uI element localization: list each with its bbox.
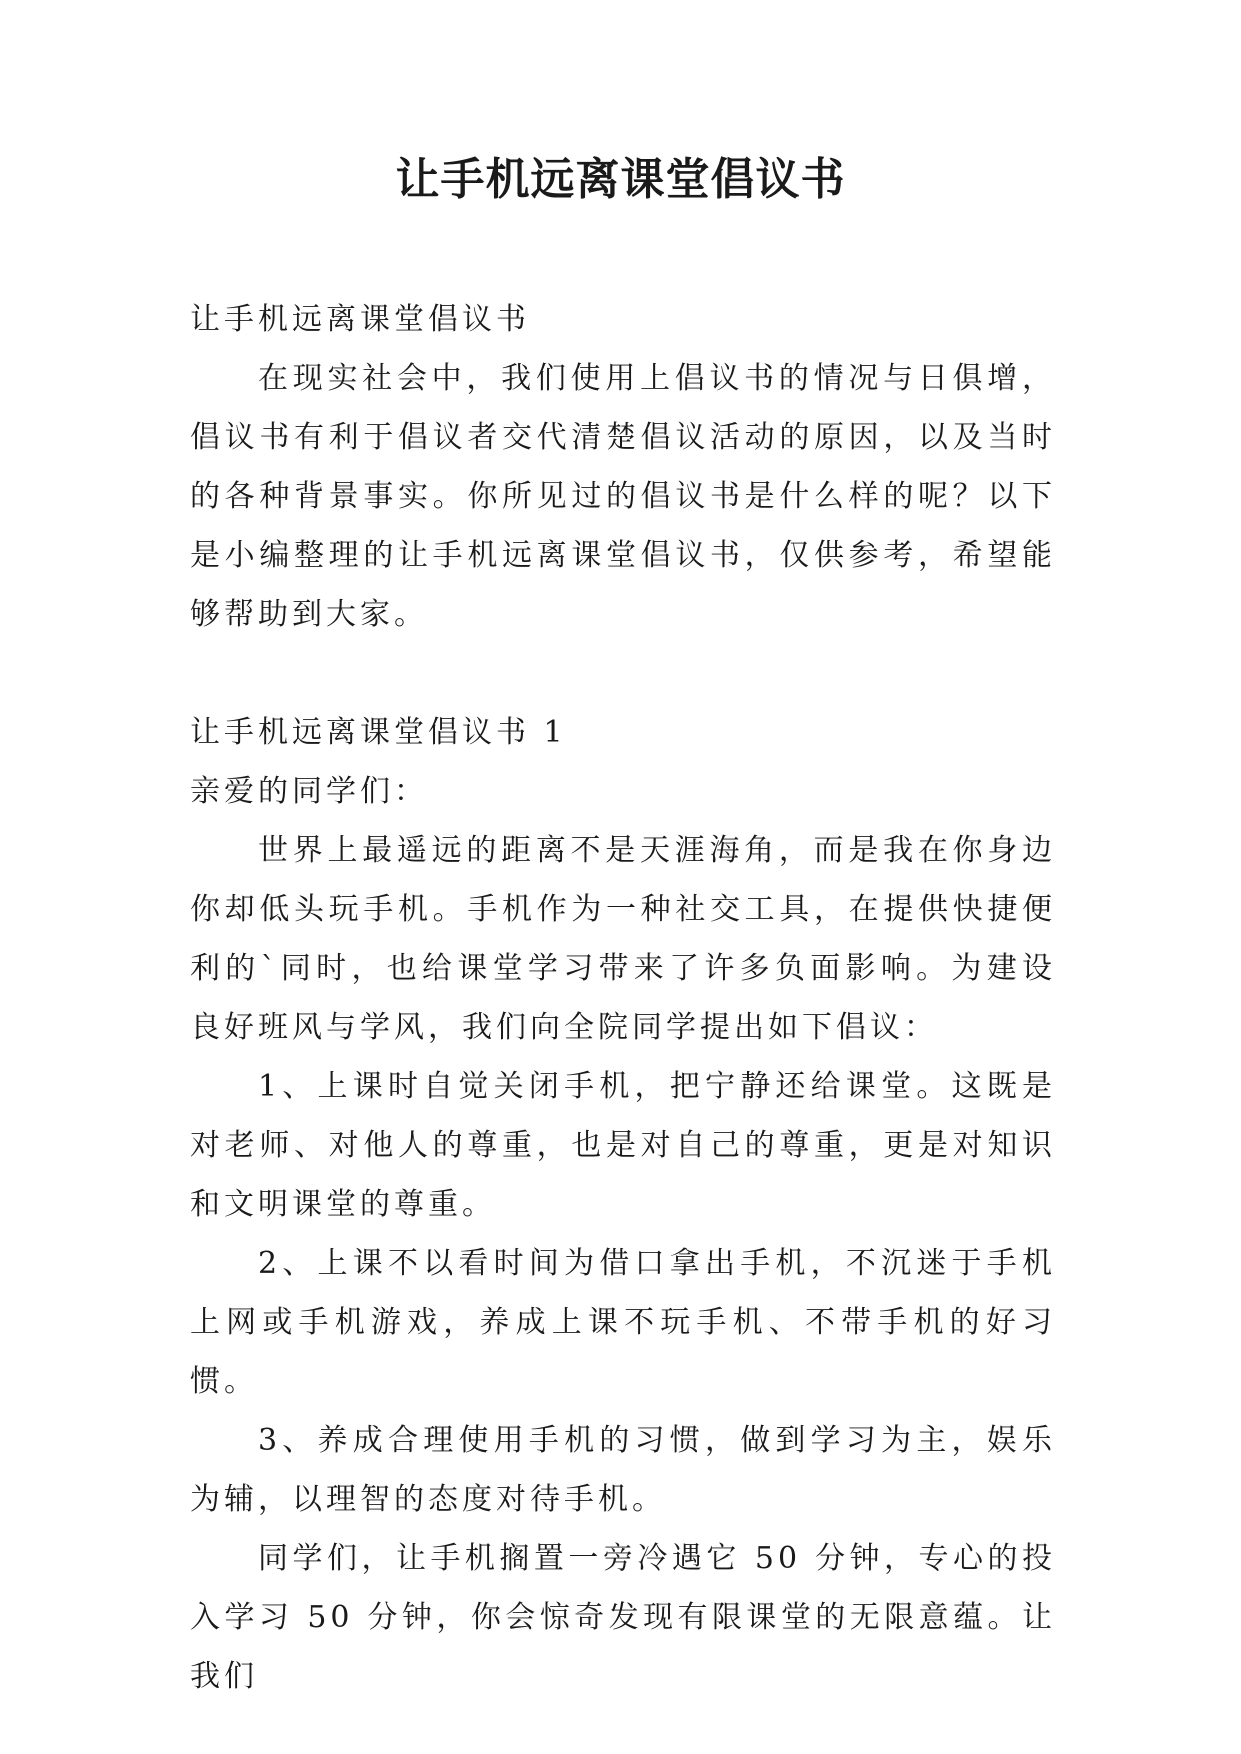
document-body bbox=[190, 290, 1056, 1706]
section-heading: 让手机远离课堂倡议书 1 bbox=[190, 715, 567, 750]
closing-paragraph: 同学们，让手机搁置一旁冷遇它 50 分钟，专心的投入学习 50 分钟，你会惊奇发现有限课堂的无限意蕴。让我们 bbox=[190, 1541, 1056, 1694]
body-paragraph-1: 世界上最遥远的距离不是天涯海角，而是我在你身边你却低头玩手机。手机作为一种社交工具，在提供快捷便利的`同时，也给课堂学习带来了许多负面影响。为建设良好班风与学风，我们向全院同学提出如下倡议： bbox=[190, 833, 1056, 1045]
proposal-item-1: 1、上课时自觉关闭手机，把宁静还给课堂。这既是对老师、对他人的尊重，也是对自己的尊重，更是对知识和文明课堂的尊重。 bbox=[190, 1069, 1056, 1222]
intro-paragraph: 在现实社会中，我们使用上倡议书的情况与日俱增，倡议书有利于倡议者交代清楚倡议活动的原因，以及当时的各种背景事实。你所见过的倡议书是什么样的呢？以下是小编整理的让手机远离课堂倡议书，仅供参考，希望能够帮助到大家。 bbox=[190, 361, 1056, 632]
subtitle-line: 让手机远离课堂倡议书 bbox=[190, 302, 530, 337]
document-title: 让手机远离课堂倡议书 bbox=[395, 154, 846, 205]
proposal-item-3: 3、养成合理使用手机的习惯，做到学习为主，娱乐为辅，以理智的态度对待手机。 bbox=[190, 1423, 1056, 1517]
proposal-item-2: 2、上课不以看时间为借口拿出手机，不沉迷于手机上网或手机游戏，养成上课不玩手机、不带手机的好习惯。 bbox=[190, 1246, 1056, 1399]
paragraph-spacer bbox=[190, 644, 1056, 703]
salutation: 亲爱的同学们： bbox=[190, 774, 428, 809]
